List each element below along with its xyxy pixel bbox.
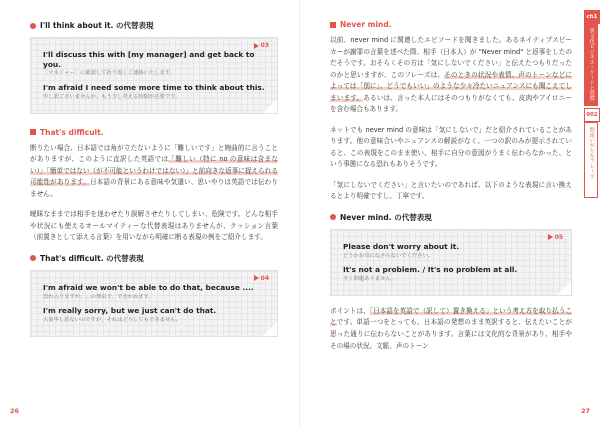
body-paragraph: 曖昧なままでは相手を迷わせたり誤解させたりしてしまい、危険です。どんな相手や状況にも使えるオールマイティーな代替表現はありませんが、クッション言葉（前置きとして添える言葉）を用いながら明確に断る表現の例をご紹介します。 xyxy=(30,210,278,242)
japanese-translation: どうかお気になさらないでください。 xyxy=(343,252,434,259)
english-phrase: Please don't worry about it. xyxy=(343,241,460,251)
track-number: 04 xyxy=(260,274,269,282)
track-number: 03 xyxy=(260,42,269,49)
section-heading xyxy=(330,20,572,29)
page-number: 27 xyxy=(580,407,590,415)
heading-text: I'll think about it. の代替表現 xyxy=(40,21,154,30)
chapter-side-tab xyxy=(584,10,600,198)
highlighted-text: そのときの状況や表情、声のトーンなどによっては「別に」、どうでもいい」のような少々冷たいニュアンスにも聞こえてしまいます。 xyxy=(330,70,573,102)
english-phrase: It's not a problem. / It's no problem at all. xyxy=(343,265,518,275)
text-run: です。単語一つをとっても、日本語の発想のまま英訳すると、伝えたいことが思った通りに伝わらないことがあります。言葉には文化的な背景があり、相手やその場の状況、文脈、声のトーン xyxy=(330,318,573,350)
text-run: 日本語の背景にある意味や気遣い、思いやりは英語では伝わりません。 xyxy=(30,178,278,198)
chapter-label: ch1 xyxy=(584,10,600,24)
section-number: 002 xyxy=(584,108,600,122)
highlighted-text: 「難しい（特に no の意味は含まない）」「簡単ではない（が不可能というわけではない）」と前向きな返事に捉えられる可能性があります。 xyxy=(30,155,279,187)
body-paragraph xyxy=(330,306,572,352)
folded-corner xyxy=(263,322,277,336)
japanese-translation: 恐れ入りますが、…の理由で、できかねます。 xyxy=(43,293,154,300)
section-heading xyxy=(330,212,572,223)
heading-text: Never mind. の代替表現 xyxy=(340,212,432,222)
right-page xyxy=(300,0,600,427)
section-heading xyxy=(30,20,278,31)
english-phrase: I'm afraid we won't be able to do that, because .... xyxy=(43,282,254,292)
text-run: あるいは、言った本人にはそのつもりがなくても、皮肉やアイロニーを含む場合もあります。 xyxy=(330,93,572,114)
audio-track[interactable] xyxy=(254,42,269,49)
chapter-title: 異文化ビジネス・リードと習慣 xyxy=(584,24,598,106)
japanese-translation: 全く問題ありません。 xyxy=(343,276,397,283)
phrase-box xyxy=(330,229,572,296)
bullet-square-icon xyxy=(330,22,336,28)
play-icon xyxy=(254,275,259,281)
highlighted-text: 「日本語を英語で（訳して）置き換える」という考え方を取り払うこと xyxy=(330,306,573,327)
body-paragraph: ネットでも never mind の意味は「気にしないで」だと紹介されていることがあります。他の意味合いやニュアンスの解説がなく、一つの訳のみが提示されていると、この表現をこのまま使い、相手に自分の意図がうまく伝わらなかった、という事態になる恐れもありそうです。 xyxy=(330,125,572,169)
page-number: 26 xyxy=(10,407,20,415)
heading-text: That's difficult. xyxy=(40,127,104,137)
audio-track[interactable] xyxy=(548,234,563,241)
text-run: ポイントは、 xyxy=(330,306,370,315)
japanese-translation: 申し訳ございませんが、もう少し考える時間が必要です。 xyxy=(43,93,181,100)
text-run: 以前、never mind に関連したエピソードを聞きました。あるネイティブスピーカーが謝罪の言葉を述べた際、相手（日本人）が "Never mind" と返事をしたのだそうです。おそらくその方は「気にしないでください」と伝えたつもりだったのかと思いますが、このフレーズは、 xyxy=(330,36,572,79)
play-icon xyxy=(548,234,553,240)
english-phrase: I'm afraid I need some more time to think about this. xyxy=(43,83,265,93)
section-heading xyxy=(30,253,278,264)
section-heading xyxy=(30,128,278,137)
bullet-square-icon xyxy=(30,129,36,135)
phrase-box xyxy=(30,37,278,114)
play-icon xyxy=(254,43,259,49)
folded-corner xyxy=(263,99,277,113)
audio-track[interactable] xyxy=(254,275,269,282)
bullet-dot-icon xyxy=(30,23,36,29)
body-paragraph xyxy=(330,35,572,116)
body-paragraph xyxy=(30,143,278,201)
body-paragraph: 「気にしないでください」と言いたいのであれば、以下のような表現に言い換えるとより明確ですし、丁寧です。 xyxy=(330,180,572,201)
japanese-translation: 大変申し訳ないのですが、それはどうしてもできません。 xyxy=(43,317,182,323)
english-phrase: I'll discuss this with [my manager] and get back to you. xyxy=(43,50,255,69)
japanese-translation: ［マネジャー］に確認して折り返しご連絡いたします。 xyxy=(43,70,175,77)
heading-text: Never mind. xyxy=(340,20,392,29)
phrase-box xyxy=(30,270,278,337)
bullet-dot-icon xyxy=(30,255,36,261)
english-phrase: I'm really sorry, but we just can't do that. xyxy=(43,306,217,316)
section-title: 間違いがちなフレーズ xyxy=(584,122,598,198)
bullet-dot-icon xyxy=(330,214,336,220)
text-run: 断りたい場合、日本語では角が立たないように「難しいです」と婉曲的に言うことがありますが、このように直訳した英語では xyxy=(30,143,278,164)
heading-text: That's difficult. の代替表現 xyxy=(40,253,144,263)
folded-corner xyxy=(557,281,571,295)
track-number: 05 xyxy=(554,233,563,241)
